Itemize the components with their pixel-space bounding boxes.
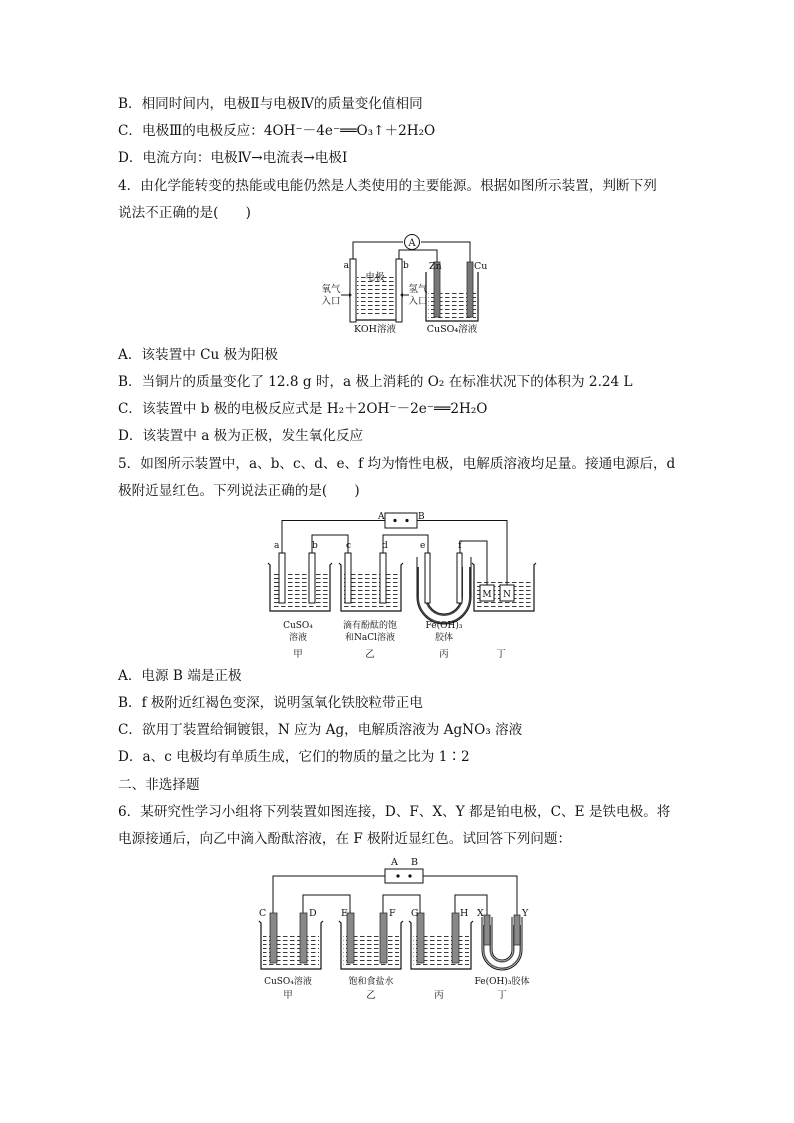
q5-stem-line2: 极附近显红色。下列说法正确的是( ) bbox=[118, 483, 360, 499]
q6-stem-line1: 6．某研究性学习小组将下列装置如图连接，D、F、X、Y 都是铂电极，C、E 是铁电极。将 bbox=[118, 804, 671, 820]
svg-text:氧气: 氧气 bbox=[321, 284, 341, 295]
svg-text:b: b bbox=[312, 541, 318, 551]
svg-text:G: G bbox=[411, 908, 419, 919]
svg-text:Fe(OH)₃: Fe(OH)₃ bbox=[425, 621, 463, 631]
electrode-d bbox=[380, 553, 386, 603]
svg-text:e: e bbox=[420, 541, 426, 551]
electrode-a bbox=[350, 259, 356, 322]
electrode-f bbox=[457, 553, 462, 603]
q5-figure bbox=[260, 505, 540, 665]
power-source bbox=[385, 869, 423, 883]
svg-text:F: F bbox=[389, 908, 396, 919]
svg-text:B: B bbox=[411, 857, 418, 868]
svg-text:B: B bbox=[418, 512, 425, 522]
svg-text:丙: 丙 bbox=[434, 990, 444, 1001]
q3-option-c: C．电极Ⅲ的电极反应：4OH⁻－4e⁻══O₃↑＋2H₂O bbox=[118, 123, 436, 139]
svg-text:C: C bbox=[259, 908, 267, 919]
electrode-c bbox=[345, 553, 351, 603]
q3-option-d: D．电流方向：电极Ⅳ→电流表→电极Ⅰ bbox=[118, 150, 348, 166]
svg-text:Y: Y bbox=[522, 908, 529, 919]
electrode-G bbox=[417, 913, 424, 963]
q4-stem-line2: 说法不正确的是( ) bbox=[118, 205, 251, 221]
svg-text:H: H bbox=[460, 908, 469, 919]
q5-stem-line1: 5．如图所示装置中，a、b、c、d、e、f 均为惰性电极，电解质溶液均足量。接通电源后，d bbox=[118, 456, 676, 472]
svg-text:乙: 乙 bbox=[365, 649, 375, 660]
svg-text:Fe(OH)₃胶体: Fe(OH)₃胶体 bbox=[474, 977, 530, 987]
svg-text:滴有酚酞的饱: 滴有酚酞的饱 bbox=[342, 621, 398, 631]
electrode-C bbox=[270, 913, 277, 963]
svg-text:Cu: Cu bbox=[474, 261, 488, 272]
svg-text:氢气: 氢气 bbox=[408, 284, 428, 295]
svg-text:f: f bbox=[458, 541, 462, 551]
svg-text:CuSO₄溶液: CuSO₄溶液 bbox=[264, 977, 312, 987]
q4-figure bbox=[305, 232, 505, 340]
q5-option-c: C．欲用丁装置给铜镀银，N 应为 Ag，电解质溶液为 AgNO₃ 溶液 bbox=[118, 722, 523, 738]
svg-text:入口: 入口 bbox=[408, 296, 428, 307]
svg-text:胶体: 胶体 bbox=[434, 633, 454, 643]
svg-text:b: b bbox=[403, 261, 409, 271]
svg-text:CuSO₄: CuSO₄ bbox=[283, 621, 313, 631]
electrode-e bbox=[425, 553, 430, 603]
electrode-F bbox=[380, 913, 387, 963]
svg-text:N: N bbox=[503, 590, 511, 600]
electrode-E bbox=[347, 913, 354, 963]
copper-electrode bbox=[467, 262, 473, 317]
electrode-b bbox=[309, 553, 315, 603]
q6-figure bbox=[255, 855, 540, 1005]
svg-text:丁: 丁 bbox=[496, 649, 506, 660]
electrode-X bbox=[484, 915, 490, 945]
svg-text:乙: 乙 bbox=[366, 990, 376, 1001]
q3-option-b: B．相同时间内，电极Ⅱ与电极Ⅳ的质量变化值相同 bbox=[118, 96, 423, 112]
svg-text:D: D bbox=[309, 908, 317, 919]
q4-option-d: D．该装置中 a 极为正极，发生氧化反应 bbox=[118, 428, 364, 444]
svg-text:Zn: Zn bbox=[429, 261, 442, 272]
svg-text:a: a bbox=[274, 541, 280, 551]
svg-text:电极: 电极 bbox=[365, 272, 385, 283]
svg-text:E: E bbox=[341, 908, 348, 919]
electrode-Y bbox=[514, 915, 520, 945]
power-source bbox=[385, 513, 417, 528]
svg-text:和NaCl溶液: 和NaCl溶液 bbox=[344, 633, 396, 643]
svg-text:入口: 入口 bbox=[321, 296, 341, 307]
svg-text:甲: 甲 bbox=[283, 990, 293, 1001]
section-heading: 二、非选择题 bbox=[118, 777, 200, 793]
electrode-b bbox=[396, 259, 402, 322]
q4-option-a: A．该装置中 Cu 极为阳极 bbox=[118, 347, 278, 363]
q5-option-d: D．a、c 电极均有单质生成，它们的物质的量之比为 1∶2 bbox=[118, 749, 470, 765]
electrode-H bbox=[452, 913, 459, 963]
svg-text:KOH溶液: KOH溶液 bbox=[354, 324, 396, 335]
svg-text:a: a bbox=[343, 261, 349, 271]
svg-text:c: c bbox=[346, 541, 352, 551]
q5-option-a: A．电源 B 端是正极 bbox=[118, 668, 242, 684]
electrode-D bbox=[300, 913, 307, 963]
svg-text:A: A bbox=[391, 857, 398, 868]
svg-text:A: A bbox=[408, 238, 416, 249]
svg-text:丁: 丁 bbox=[497, 990, 507, 1001]
electrode-a bbox=[279, 553, 285, 603]
svg-text:甲: 甲 bbox=[293, 649, 303, 660]
q4-option-b: B．当铜片的质量变化了 12.8 g 时，a 极上消耗的 O₂ 在标准状况下的体积为 2.24 L bbox=[118, 374, 633, 390]
svg-text:A: A bbox=[378, 512, 385, 522]
q6-stem-line2: 电源接通后，向乙中滴入酚酞溶液，在 F 极附近显红色。试回答下列问题： bbox=[118, 831, 572, 847]
svg-text:X: X bbox=[477, 908, 484, 919]
svg-text:丙: 丙 bbox=[439, 649, 449, 660]
svg-text:d: d bbox=[382, 541, 388, 551]
q4-option-c: C．该装置中 b 极的电极反应式是 H₂＋2OH⁻－2e⁻══2H₂O bbox=[118, 401, 488, 417]
svg-text:溶液: 溶液 bbox=[288, 633, 308, 643]
svg-text:饱和食盐水: 饱和食盐水 bbox=[348, 977, 394, 987]
svg-text:M: M bbox=[482, 590, 492, 600]
q5-option-b: B．f 极附近红褐色变深，说明氢氧化铁胶粒带正电 bbox=[118, 695, 423, 711]
svg-text:CuSO₄溶液: CuSO₄溶液 bbox=[426, 324, 478, 335]
q4-stem-line1: 4．由化学能转变的热能或电能仍然是人类使用的主要能源。根据如图所示装置，判断下列 bbox=[118, 178, 657, 194]
